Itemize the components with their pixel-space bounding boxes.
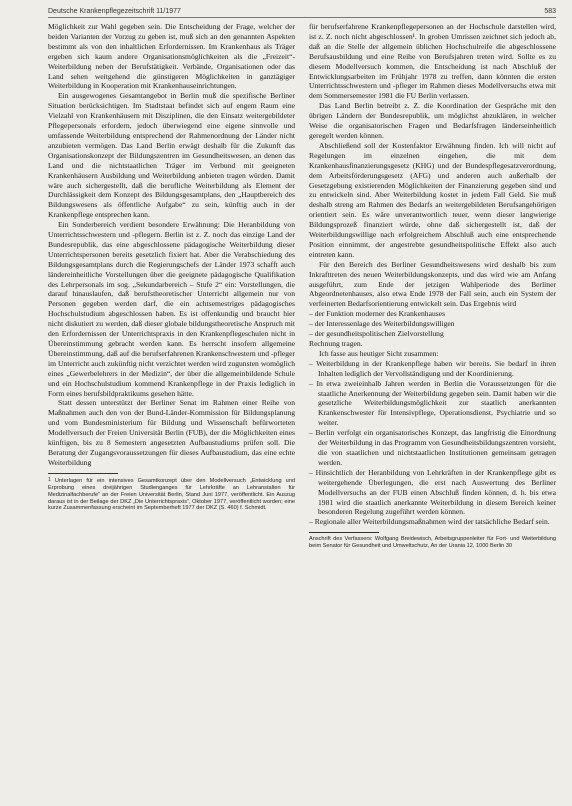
paragraph: Ein ausgewogenes Gesamtangebot in Berlin muß die spezifische Berliner Situation berücksichtigen. Im Stadtstaat befindet sich auf engem Raum eine Vielzahl von Krankenhäusern mit Disziplinen, die den Einsatz weitergebildeter Pflegepersonals erfordern, jedoch überwiegend eine eigene sinnvolle und umfassende Weiterbildung entsprechend der Rahmenordnung der Länder nicht anzubieten vermögen. Das Land Berlin erwägt deshalb für die Zukunft das Organisationskonzept der Bildungszentren im Gesundheitswesen, an denen das Land und die nichtstaatlichen Träger im Verbund mit geeigneten Krankenhäusern Ausbildung und Weiterbildung anbieten tragen würden. Damit wäre auch sichergestellt, daß die berufliche Weiterbildung als Element der Durchlässigkeit dem Konzept des Bildungsgesamtplans, den „Hauptbereich des Bildungswesens als öffentliche Aufgabe“ zu sein, künftig auch in der Krankenpflege entsprechen kann.: [48, 91, 295, 220]
footnote-text: Unterlagen für ein intensives Gesamtkonzept über den Modellversuch „Entwicklung und Erprobung eines dreijährigen Studienganges für Lehrkräfte an Lehranstalten für Medizinalfachberufe“ an der Freien Universität Berlin, Stand Juni 1977, veröffentlicht. Ein Auszug daraus ist in der Beilage der DKZ „Die Unterrichtspraxis“, Oktober 1977, veröffentlicht worden; eine kurze Zusammenfassung erscheint im Septemberheft 1977 der DKZ (S. 460) f. Schmidt.: [48, 477, 295, 512]
footnote-divider: [48, 473, 118, 474]
list-item: – Regionale aller Weiterbildungsmaßnahmen wird der tatsächliche Bedarf sein.: [309, 517, 550, 527]
paragraph: Statt dessen unterstützt der Berliner Senat im Rahmen einer Reihe von Maßnahmen auch den von der Bund-Länder-Kommission für Bildungsplanung und vom Bundesministerium für Bildung und Wissenschaft befürworteten Modellversuch der Freien Universität Berlin (FUB), der die Möglichkeiten eines künftigen, bis zu 8 Semestern angesetzten Aufbaustudiums prüfen soll. Die Beratung der Zugangsvoraussetzungen für dieses Aufbaustudium, das eine echte Weiterbildung: [48, 398, 295, 467]
paragraph: Für den Bereich des Berliner Gesundheitswesens wird deshalb bis zum Inkrafttreten des neuen Weiterbildungskonzepts, und das wird wie am Anfang ausgeführt, zum Ende der jetzigen Wahlperiode des Berliner Abgeordnetenhauses, also etwa Ende 1978 der Fall sein, auch ein System der verfeinerten Bedarfsorientierung entwickelt sein. Das Ergebnis wird: [309, 259, 556, 309]
paragraph: Rechnung tragen.: [309, 339, 363, 348]
author-address: Anschrift des Verfassers: Wolfgang Breidewisch, Arbeitsgruppenleiter für Fort- und Weiterbildung beim Senator für Gesundheit und Umweltschutz, An der Urania 12, 1000 Berlin 30: [309, 536, 556, 550]
paragraph: Das Land Berlin betreibt z. Z. die Koordination der Gespräche mit den übrigen Ländern der Bundesrepublik, um möglichst abzuklären, in welcher Weise die organisatorischen Fragen und Bedarfsfragen länderseinheitlich geregelt werden können.: [309, 101, 556, 140]
footnote-marker: 1: [48, 476, 51, 483]
paragraph: Abschließend soll der Kostenfaktor Erwähnung finden. Ich will nicht auf Regelungen im einzelnen eingehen, die mit dem Krankenhausfinanzierungsgesetz (KHG) und der Bundespflegesatzverordnung, dem Arbeitsförderungsgesetz (AFG) und anderen auch außerhalb der Gesetzgebung existierenden Möglichkeiten der Finanzierung gegeben sind und zu entwickeln sind. Aber Weiterbildung kostet in jedem Fall Geld. Sie muß deshalb streng am Rahmen des Bedarfs an weitergebildeten Berufsangehörigen orientiert sein. Es wäre unverantwortlich teuer, wenn dieser langwierige Bildungsprozeß finanziert würde, ohne daß sichergestellt ist, daß der Weiterbildungswillige nach erfolgreichem Abschluß auch eine entsprechende Position einnimmt, der angestrebte gesundheitspolitische Effekt also auch eintreten kann.: [309, 140, 556, 259]
left-column: [48, 22, 295, 550]
running-header: [48, 8, 556, 18]
summary-intro: Ich fasse aus heutiger Sicht zusammen:: [319, 348, 439, 358]
list-item: – der gesundheitspolitischen Zielvorstellung: [309, 329, 444, 339]
list-item: – In etwa zweieinhalb Jahren werden in Berlin die Voraussetzungen für die staatliche Anerkennung der Weiterbildung gegeben sein. Damit haben wir die gesetzliche Weiterbildungsmöglichkeit zur staatlich anerkannten Krankenschwester für Intensivpflege, Operationsdienst, Psychiatrie und so weiter.: [309, 378, 556, 428]
paragraph: für berufserfahrene Krankenpflegepersonen an der Hochschule darstellen wird, ist z. Z. noch nicht abgeschlossen¹. In groben Umrissen zeichnet sich jedoch ab, daß an die Stelle der allgemein üblichen Hochschulreife die abgeschlossene Berufsausbildung und eine Reihe von Berufsjahren treten wird. Sollte es zu diesem Modellversuch kommen, die Entscheidung ist nach Abschluß der Entwicklungsarbeiten im Frühjahr 1978 zu treffen, dann könnten die ersten Unterrichtsschwestern und -pfleger im Rahmen dieses Modellversuchs etwa mit dem Sommersemester 1981 die FU Berlin verlassen.: [309, 22, 556, 101]
list-item: – Weiterbildung in der Krankenpflege haben wir bereits. Sie bedarf in ihren Inhalten lediglich der Vervollständigung und der Koordinierung.: [309, 358, 556, 378]
list-item: – der Funktion moderner des Krankenhauses: [309, 309, 446, 319]
paragraph: Ein Sonderbereich verdient besondere Erwähnung: Die Heranbildung von Unterrichtsschwestern und -pflegern. Berlin ist z. Z. noch das einzige Land der Bundesrepublik, das eine abgeschlossene pädagogische Weiterbildung dieser Unterrichtspersonen bereits gesetzlich fixiert hat. Aber die Verabschiedung des Bildungsgesamtplans durch die Regierungschefs der Länder 1973 schafft auch ländereinheitliche Vorstellungen über die geeignete pädagogische Qualifikation des Lehrpersonals im sog. „Sekundarbereich – Stufe 2“ ein: Vorstellungen, die darauf hinauslaufen, daß berufstheoretischer Unterricht allgemein nur von Personen gegeben werden darf, die ein achtsemestriges pädagogisches Hochschulstudium abgeschlossen haben. Es ist offenkundig und braucht hier nicht diskutiert zu werden, daß dieser globale bildungstheoretische Anspruch mit den Erfordernissen der Unterrichtspraxis in den Krankenpflegeschulen nicht in Übereinstimmung gebracht werden kann. Es herrscht insofern allgemeine Übereinstimmung, daß auf die berufserfahrenen Krankenschwestern und -pfleger im Unterricht auch zukünftig nicht verzichtet werden wird zugunsten womöglich eines „Gewerbelehrers in der Medizin“, der über die allgemeinbildende Schule und ein Hochschulstudium kommend Krankenpflege in der Praxis lediglich in Form eines berufsbildpraktikums gesehen hätte.: [48, 220, 295, 398]
page-number: 583: [544, 8, 556, 15]
right-column: [309, 22, 556, 550]
list-item: – Berlin verfolgt ein organisatorisches Konzept, das langfristig die Einordnung der Weiterbildung in das Programm von Gesundheitsbildungszentren vorsieht, die von staatlichen und nichtstaatlichen Institutionen gemeinsam getragen werden.: [309, 428, 556, 467]
journal-title: Deutsche Krankenpflegezeitschrift 11/1977: [48, 8, 181, 15]
footnote: [48, 477, 295, 513]
list-item: – Hinsichtlich der Heranbildung von Lehrkräften in der Krankenpflege gibt es weitergehende Überlegungen, die erst nach Auswertung des Berliner Modellversuchs an der FUB einen Abschluß finden können, d. h. bis etwa 1981 wird die staatlich anerkannte Weiterbildung in diesem Bereich keiner besonderen Regelung zugeführt werden können.: [309, 467, 556, 517]
paragraph: Möglichkeit zur Wahl gegeben sein. Die Entscheidung der Frage, welcher der beiden Varianten der Vorzug zu geben ist, muß sich an den genannten Aspekten bestimmt als von den inhaltlichen Erfordernissen. Im Krankenhaus als Träger ergeben sich kaum andere Organisationsmöglichkeiten als die „Freizeit“-Weiterbildung neben der Berufstätigkeit. Verbände, Organisationen oder das Land sehen weitgehend die günstigeren Möglichkeiten in ganztägiger Weiterbildung in Kooperation mit Krankenhauseinrichtungen.: [48, 22, 295, 91]
summary-list: [309, 359, 556, 527]
author-divider: [309, 532, 379, 533]
goals-list: [309, 309, 556, 339]
list-item: – der Interessenlage des Weiterbildungswilligen: [309, 319, 455, 329]
two-column-body: [48, 22, 556, 550]
